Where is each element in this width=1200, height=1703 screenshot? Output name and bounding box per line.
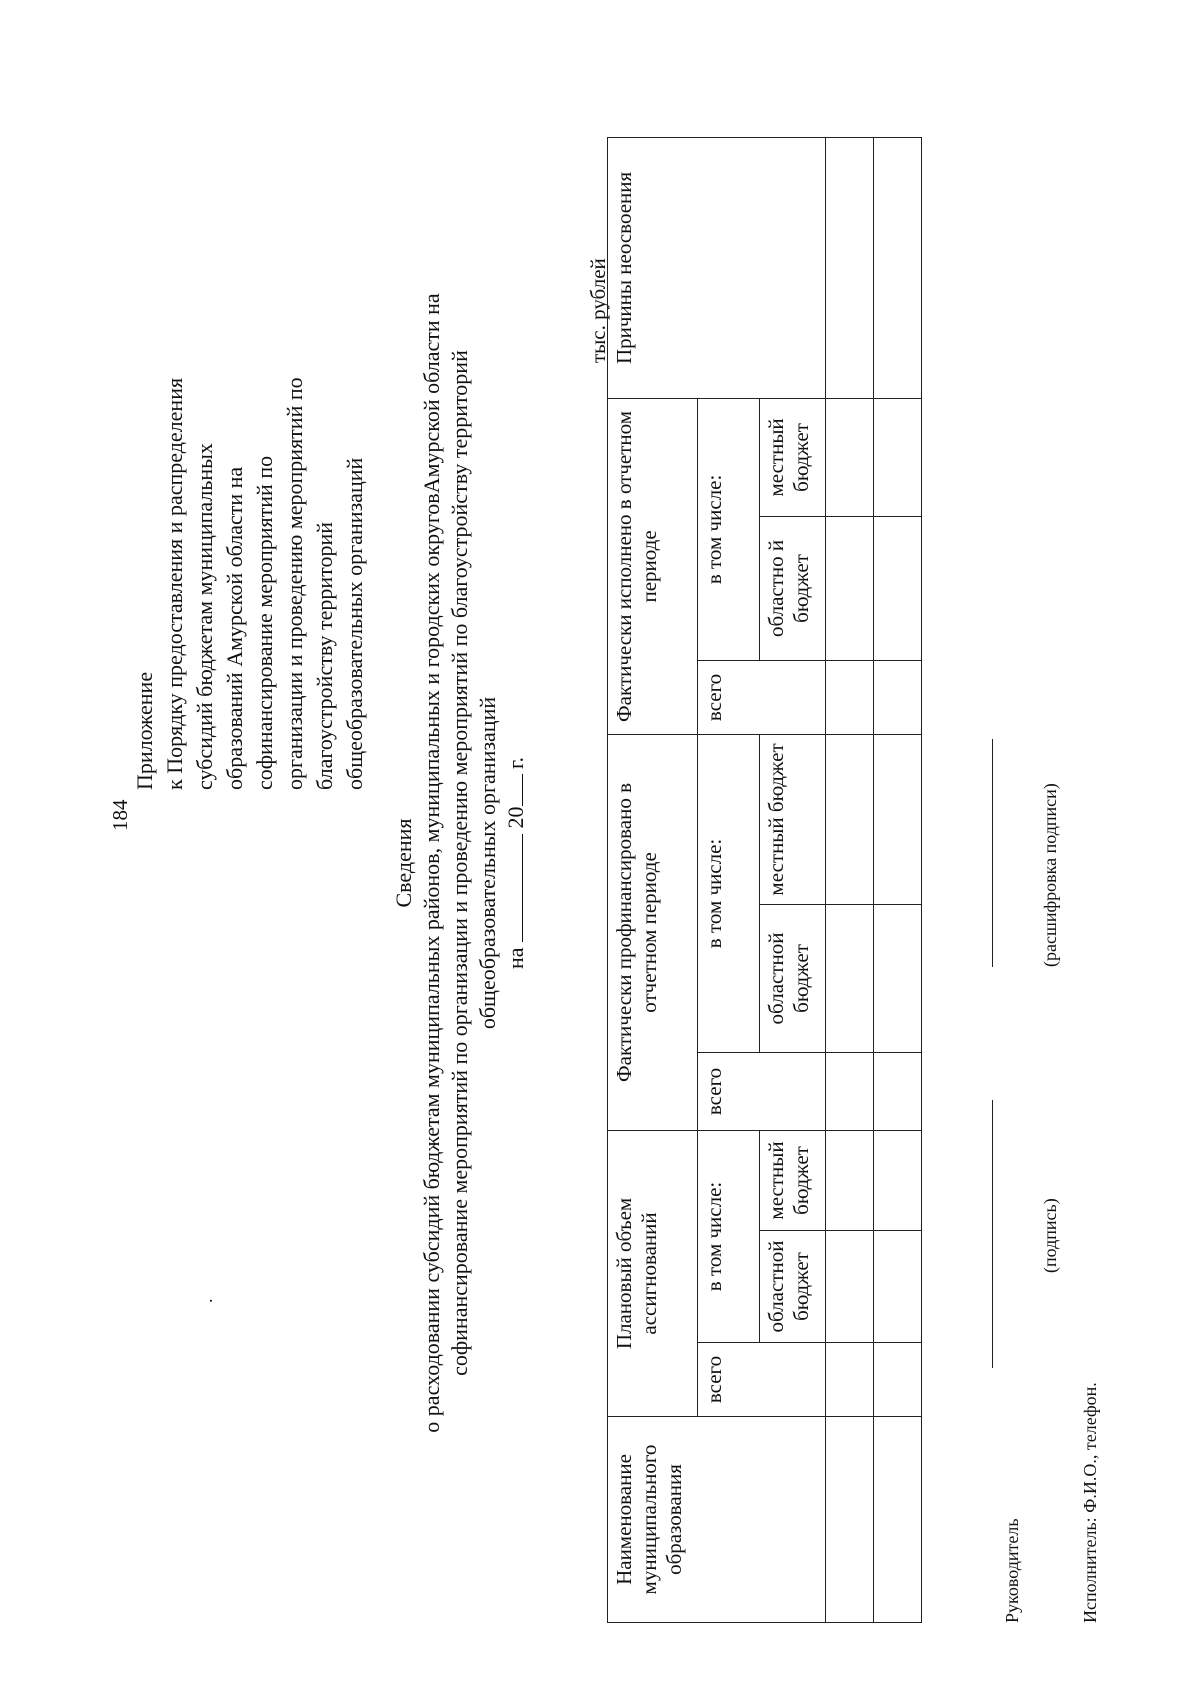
year-blank[interactable] (503, 775, 523, 807)
title-heading: Сведения (391, 818, 416, 908)
title-line-1: о расходовании субсидий бюджетам муниципальных районов, муниципальных и городских округовАмурской области на (419, 293, 444, 1433)
header-executed-including: в том числе: (698, 398, 760, 660)
report-table (607, 137, 922, 1623)
appendix-note (130, 210, 370, 790)
header-planned-local: местный бюджет (760, 1130, 826, 1230)
signature-decode-caption: (расшифровка подписи) (1040, 783, 1060, 967)
header-reasons: Причины неосвоения (608, 137, 826, 398)
header-planned: Плановый объем ассигнований (608, 1130, 698, 1416)
table-cell[interactable] (826, 1343, 874, 1417)
table-cell[interactable] (826, 1231, 874, 1343)
date-prefix: на (503, 947, 528, 970)
table-cell[interactable] (874, 516, 922, 660)
report-date (502, 243, 530, 1483)
header-executed-total: всего (698, 660, 826, 734)
table-cell[interactable] (874, 1052, 922, 1130)
header-planned-regional: областной бюджет (760, 1231, 826, 1343)
table-cell[interactable] (826, 904, 874, 1052)
appendix-line: образований Амурской области на (222, 466, 247, 790)
table-cell[interactable] (874, 137, 922, 398)
appendix-line: Приложение (132, 671, 157, 790)
units-label: тыс. рублей (586, 258, 610, 363)
appendix-line: софинансирование мероприятий по (252, 455, 277, 790)
header-executed-regional: областно й бюджет (760, 516, 826, 660)
header-financed: Фактически профинансировано в отчетном периоде (608, 734, 698, 1130)
table-cell[interactable] (874, 660, 922, 734)
header-executed: Фактически исполнено в отчетном периоде (608, 398, 698, 734)
document-title (390, 243, 530, 1483)
title-line-2: софинансирование мероприятий по организации и проведению мероприятий по благоустройству территорий (447, 350, 472, 1376)
table-cell[interactable] (826, 1130, 874, 1230)
header-planned-including: в том числе: (698, 1130, 760, 1342)
table-cell[interactable] (874, 1417, 922, 1623)
header-financed-including: в том числе: (698, 734, 760, 1052)
table-cell[interactable] (874, 1130, 922, 1230)
appendix-line: к Порядку предоставления и распределения (162, 377, 187, 790)
table-row (874, 137, 922, 1622)
table-cell[interactable] (826, 516, 874, 660)
manager-label: Руководитель (1002, 1518, 1022, 1623)
header-financed-regional: областной бюджет (760, 904, 826, 1052)
date-suffix: г. (503, 756, 528, 769)
table-cell[interactable] (826, 137, 874, 398)
header-financed-total: всего (698, 1052, 826, 1130)
table-cell[interactable] (874, 1231, 922, 1343)
header-executed-local: местный бюджет (760, 398, 826, 516)
header-planned-total: всего (698, 1343, 826, 1417)
table-cell[interactable] (826, 1417, 874, 1623)
table-cell[interactable] (826, 734, 874, 904)
table-cell[interactable] (874, 734, 922, 904)
signature-decode-line[interactable] (992, 739, 993, 967)
table-cell[interactable] (826, 660, 874, 734)
table-cell[interactable] (826, 398, 874, 516)
header-financed-local: местный бюджет (760, 734, 826, 904)
page-number: 184 (108, 799, 132, 831)
date-year-prefix: 20 (503, 806, 528, 829)
title-line-3: общеобразовательных организаций (475, 696, 500, 1030)
header-municipality: Наименование муниципального образования (608, 1417, 826, 1623)
signature-caption: (подпись) (1040, 1198, 1060, 1273)
table-cell[interactable] (826, 1052, 874, 1130)
appendix-line: субсидий бюджетам муниципальных (192, 443, 217, 790)
signature-line[interactable] (992, 1100, 993, 1368)
table-cell[interactable] (874, 1343, 922, 1417)
table-cell[interactable] (874, 904, 922, 1052)
stray-mark: . (196, 1298, 216, 1303)
appendix-line: благоустройству территорий (312, 522, 337, 790)
appendix-line: общеобразовательных организаций (342, 457, 367, 790)
date-blank[interactable] (503, 834, 523, 942)
table-cell[interactable] (874, 398, 922, 516)
executor-label: Исполнитель: Ф.И.О., телефон. (1080, 1382, 1100, 1623)
table-row (826, 137, 874, 1622)
appendix-line: организации и проведению мероприятий по (282, 377, 307, 790)
